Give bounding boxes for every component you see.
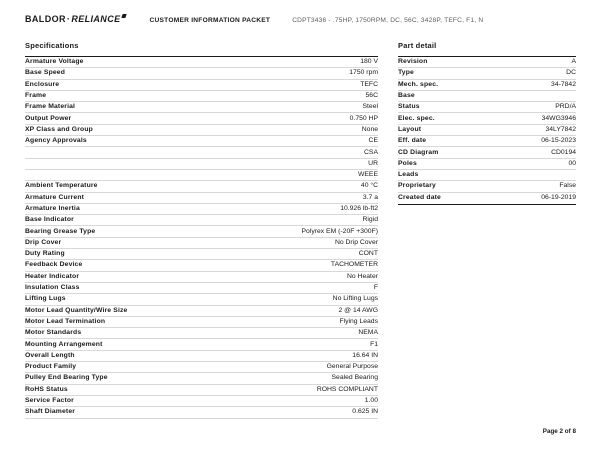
part-row — [398, 136, 576, 147]
spec-row — [25, 328, 378, 339]
part-row — [398, 57, 576, 68]
spec-label: Heater Indicator — [25, 272, 80, 280]
spec-row — [25, 181, 378, 192]
spec-label: Pulley End Bearing Type — [25, 374, 108, 382]
part-value: False — [559, 182, 576, 190]
spec-row — [25, 147, 378, 158]
spec-value: 16.64 IN — [352, 351, 378, 359]
spec-label: Armature Inertia — [25, 205, 80, 212]
spec-label: Frame — [25, 92, 47, 100]
spec-row — [25, 80, 378, 91]
spec-row — [25, 317, 378, 328]
spec-value: CONT — [358, 250, 378, 258]
spec-row — [25, 407, 378, 418]
spec-label: Insulation Class — [25, 284, 80, 292]
spec-row — [25, 68, 378, 79]
part-label: Poles — [398, 159, 417, 167]
spec-row — [25, 351, 378, 362]
spec-value: F — [373, 284, 378, 292]
part-label: Leads — [398, 171, 419, 179]
part-value: PRD/A — [555, 103, 576, 111]
spec-value: ROHS COMPLIANT — [316, 385, 378, 393]
spec-value: 0.625 IN — [352, 408, 378, 416]
spec-label: Agency Approvals — [25, 137, 87, 145]
part-label: CD Diagram — [398, 148, 439, 156]
part-row — [398, 159, 576, 170]
spec-value: 1.00 — [364, 397, 378, 405]
spec-label: Ambient Temperature — [25, 182, 98, 190]
spec-value: UR — [368, 159, 378, 167]
spec-row — [25, 294, 378, 305]
part-value: DC — [566, 69, 576, 77]
part-row — [398, 102, 576, 113]
spec-value: Steel — [362, 103, 378, 111]
part-row — [398, 80, 576, 91]
specifications-section — [25, 41, 378, 419]
spec-label: Mounting Arrangement — [25, 340, 103, 348]
spec-value: CE — [368, 137, 378, 145]
part-row — [398, 125, 576, 136]
part-row — [398, 147, 576, 158]
spec-value: Sealed Bearing — [331, 374, 378, 382]
logo-trademark-icon — [121, 14, 126, 18]
spec-row — [25, 204, 378, 215]
specifications-title: Specifications — [25, 41, 79, 50]
part-row — [398, 181, 576, 192]
baldor-reliance-logo — [25, 14, 126, 24]
part-value: 34WG3946 — [541, 114, 576, 122]
spec-label: Output Power — [25, 114, 72, 122]
spec-value: NEMA — [358, 329, 378, 337]
spec-label: Frame Material — [25, 103, 76, 111]
spec-label: Motor Standards — [25, 329, 82, 337]
spec-row — [25, 283, 378, 294]
spec-row — [25, 396, 378, 407]
spec-row — [25, 136, 378, 147]
page-number: Page 2 of 8 — [542, 428, 576, 435]
part-value: CD0194 — [551, 148, 576, 156]
part-row — [398, 68, 576, 79]
spec-row — [25, 249, 378, 260]
spec-row — [25, 193, 378, 204]
part-value: 34-7842 — [551, 80, 576, 88]
part-label: Created date — [398, 194, 441, 202]
part-detail-table — [398, 56, 576, 205]
spec-label: Enclosure — [25, 80, 60, 88]
document-title: CUSTOMER INFORMATION PACKET — [149, 17, 271, 24]
logo-reliance-text: RELIANCE — [71, 14, 121, 24]
spec-label: Armature Voltage — [25, 58, 84, 66]
spec-value: 56C — [365, 92, 378, 100]
spec-label: Service Factor — [25, 397, 74, 405]
spec-row — [25, 125, 378, 136]
part-label: Mech. spec. — [398, 80, 439, 88]
part-row — [398, 193, 576, 204]
part-row — [398, 170, 576, 181]
spec-row — [25, 215, 378, 226]
spec-label: Product Family — [25, 363, 77, 371]
spec-row — [25, 362, 378, 373]
logo-dot: · — [66, 14, 71, 24]
spec-row — [25, 113, 378, 124]
part-value: 06-15-2023 — [541, 137, 576, 145]
spec-value: TACHOMETER — [330, 261, 378, 269]
part-value: 06-19-2019 — [541, 194, 576, 202]
spec-label: Duty Rating — [25, 250, 65, 258]
spec-label: Shaft Diameter — [25, 408, 76, 416]
part-label: Layout — [398, 125, 422, 133]
spec-row — [25, 238, 378, 249]
part-label: Elec. spec. — [398, 114, 435, 122]
spec-value: No Heater — [347, 272, 378, 280]
spec-value: No Lifting Lugs — [332, 295, 378, 303]
spec-value: 10.926 lb-ft2 — [340, 205, 378, 212]
spec-row — [25, 373, 378, 384]
spec-label: Base Indicator — [25, 216, 74, 224]
specifications-table — [25, 56, 378, 419]
spec-value: TEFC — [360, 80, 378, 88]
header — [25, 14, 576, 24]
spec-value: 40 °C — [360, 182, 378, 190]
part-detail-section — [398, 41, 576, 205]
spec-label: Feedback Device — [25, 261, 83, 269]
spec-row — [25, 272, 378, 283]
spec-row — [25, 159, 378, 170]
spec-value: 2 @ 14 AWG — [338, 306, 378, 314]
spec-label: Lifting Lugs — [25, 295, 66, 303]
part-label: Revision — [398, 58, 428, 66]
spec-row — [25, 57, 378, 68]
spec-value: F1 — [370, 340, 378, 348]
spec-label: Drip Cover — [25, 238, 62, 246]
spec-row — [25, 170, 378, 181]
spec-label: XP Class and Group — [25, 125, 93, 133]
spec-value: 1750 rpm — [349, 69, 378, 77]
part-row — [398, 91, 576, 102]
spec-row — [25, 385, 378, 396]
spec-row — [25, 102, 378, 113]
part-value: 00 — [568, 159, 576, 167]
spec-row — [25, 260, 378, 271]
spec-label: Motor Lead Termination — [25, 317, 106, 325]
spec-row — [25, 306, 378, 317]
spec-value: Rigid — [362, 216, 378, 224]
spec-value: WEEE — [357, 171, 378, 179]
spec-value: General Purpose — [326, 363, 378, 371]
spec-row — [25, 91, 378, 102]
spec-label: Overall Length — [25, 351, 75, 359]
part-label: Proprietary — [398, 182, 436, 190]
part-value: A — [571, 58, 576, 66]
logo-baldor-text: BALDOR — [25, 14, 66, 24]
part-label: Type — [398, 69, 414, 77]
spec-value: 3.7 a — [362, 193, 378, 201]
spec-value: None — [361, 125, 378, 133]
spec-label: Bearing Grease Type — [25, 227, 96, 235]
spec-value: Flying Leads — [339, 317, 378, 325]
spec-value: 180 V — [360, 58, 378, 66]
part-row — [398, 113, 576, 124]
part-detail-title: Part detail — [398, 41, 437, 50]
spec-value: 0.750 HP — [349, 114, 378, 122]
product-description: CDPT3436 - .75HP, 1750RPM, DC, 56C, 3428P, TEFC, F1, N — [292, 17, 484, 24]
part-label: Eff. date — [398, 137, 427, 145]
spec-value: No Drip Cover — [334, 238, 378, 246]
part-label: Base — [398, 92, 415, 100]
spec-label: Base Speed — [25, 69, 66, 77]
spec-value: Polyrex EM (-20F +300F) — [301, 227, 378, 235]
spec-label: RoHS Status — [25, 385, 68, 393]
content — [25, 41, 576, 419]
spec-row — [25, 226, 378, 237]
spec-row — [25, 339, 378, 350]
spec-label: Motor Lead Quantity/Wire Size — [25, 306, 128, 314]
spec-label: Armature Current — [25, 193, 85, 201]
part-value: 34LY7842 — [545, 125, 576, 133]
spec-value: CSA — [364, 148, 378, 156]
part-label: Status — [398, 103, 420, 111]
